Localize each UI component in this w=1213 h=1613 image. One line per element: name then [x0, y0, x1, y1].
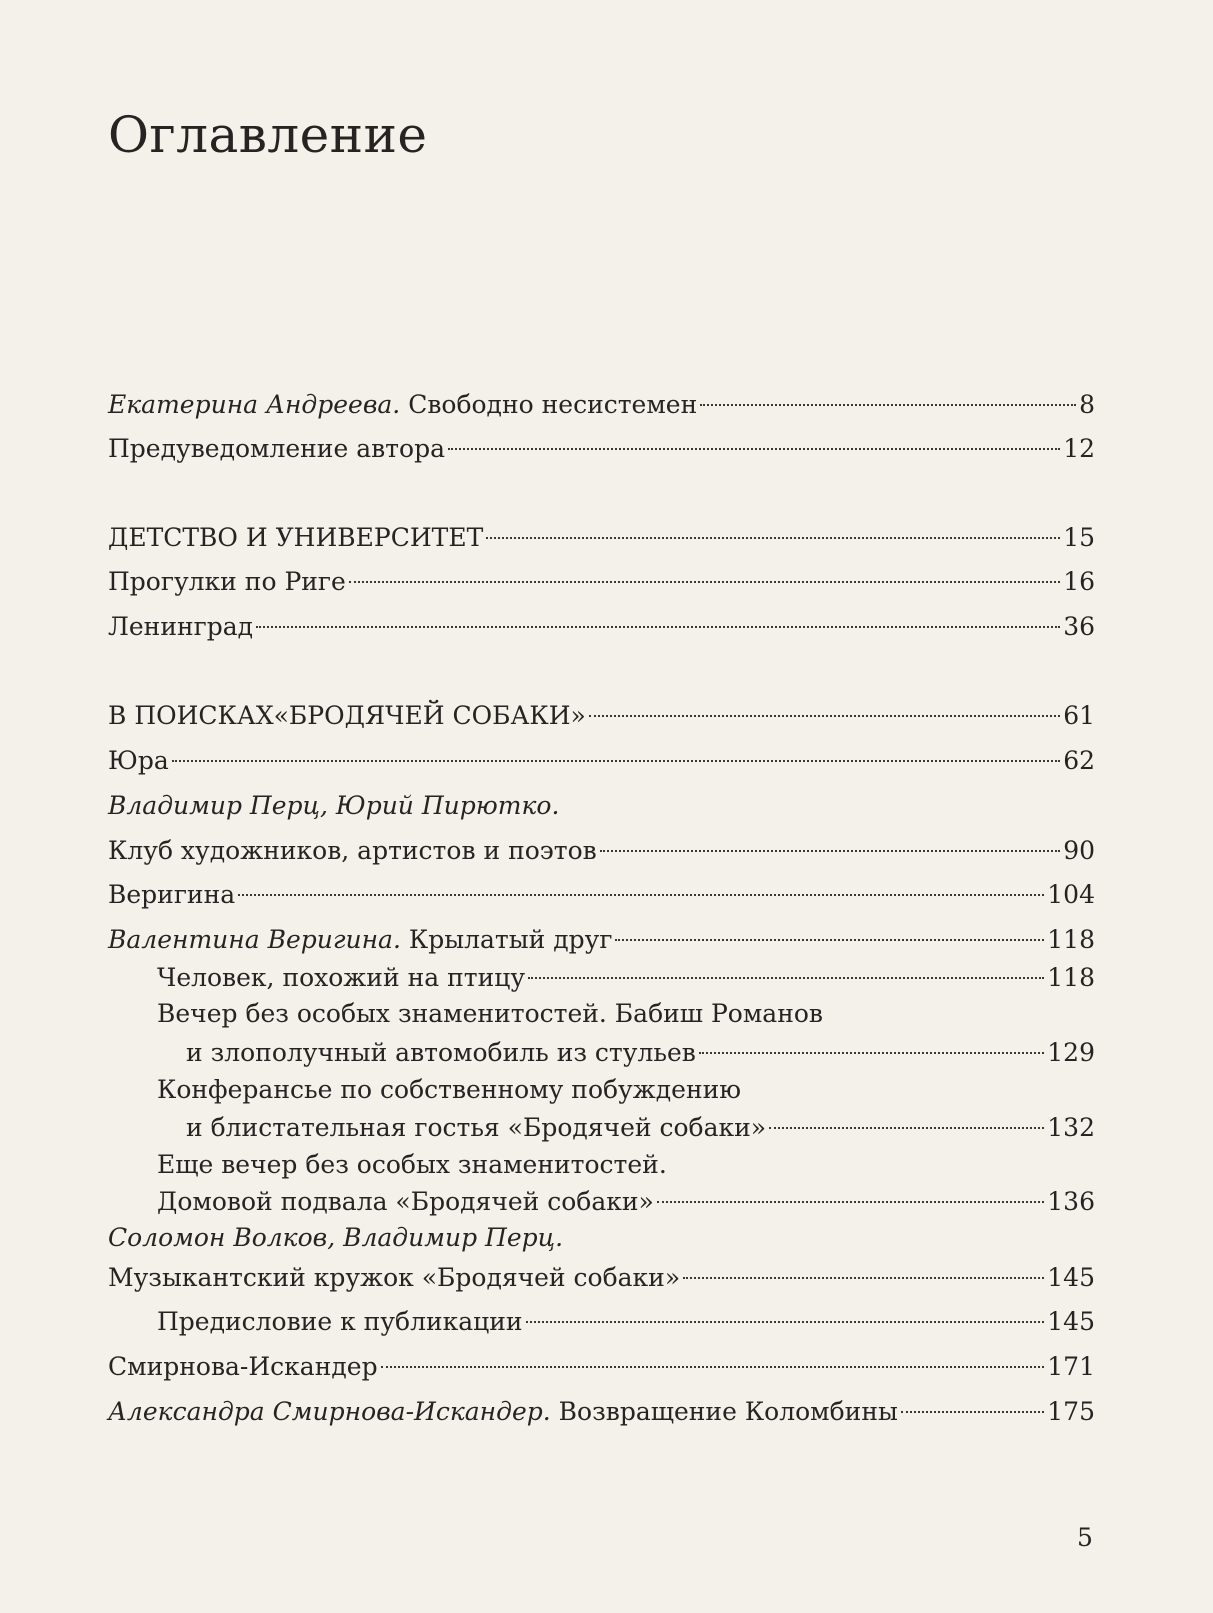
toc-subentry-title-line: Конферансье по собственному побуждению — [157, 1075, 742, 1104]
toc-entry[interactable] — [108, 1394, 1095, 1430]
page-number: 5 — [1077, 1523, 1093, 1552]
dot-leader — [600, 850, 1060, 852]
toc-subentry[interactable] — [157, 960, 1095, 996]
dot-leader — [615, 939, 1044, 941]
toc-entry-title: Свободно несистемен — [400, 390, 698, 419]
toc-entry-title: и блистательная гостья «Бродячей собаки» — [186, 1113, 767, 1142]
toc-entry-label — [108, 1394, 898, 1430]
dot-leader — [486, 537, 1060, 539]
toc-entry[interactable] — [108, 743, 1095, 779]
toc-entry-title: Человек, похожий на птицу — [157, 963, 526, 992]
toc-entry-label — [108, 922, 612, 958]
toc-entry-title: Предуведомление автора — [108, 434, 445, 463]
toc-subentry[interactable] — [157, 1184, 1095, 1220]
toc-entry-title: Прогулки по Риге — [108, 567, 346, 596]
dot-leader — [699, 1052, 1044, 1054]
toc-entry-author: Валентина Веригина. — [108, 925, 401, 954]
toc-entry-title: Юра — [108, 746, 169, 775]
toc-entry[interactable] — [108, 431, 1095, 467]
dot-leader — [526, 1321, 1045, 1323]
toc-entry-page: 136 — [1047, 1187, 1095, 1216]
toc-entry[interactable] — [108, 564, 1095, 600]
toc-entry-page: 104 — [1047, 880, 1095, 909]
toc-entry-page: 15 — [1063, 523, 1095, 552]
toc-entry-page: 8 — [1079, 390, 1095, 419]
toc-subentry[interactable] — [186, 1110, 1095, 1146]
toc-entry-author: Екатерина Андреева. — [108, 390, 401, 419]
toc-entry[interactable] — [108, 1260, 1095, 1296]
toc-entry-page: 16 — [1063, 567, 1095, 596]
toc-entry-page: 36 — [1063, 612, 1095, 641]
toc-entry-page: 118 — [1047, 925, 1095, 954]
dot-leader — [700, 404, 1076, 406]
toc-subentry-title-line: Еще вечер без особых знаменитостей. — [157, 1150, 667, 1179]
dot-leader — [683, 1277, 1044, 1279]
toc-entry-title: Крылатый друг — [400, 925, 613, 954]
toc-entry-page: 175 — [1047, 1397, 1095, 1426]
toc-entry-title: Музыкантский кружок «Бродячей собаки» — [108, 1263, 681, 1292]
toc-entry-page: 145 — [1047, 1263, 1095, 1292]
toc-entry-title: Веригина — [108, 880, 236, 909]
dot-leader — [589, 715, 1060, 717]
toc-subentry[interactable] — [186, 1035, 1095, 1071]
toc-entry[interactable] — [108, 609, 1095, 645]
toc-entry-page: 129 — [1047, 1038, 1095, 1067]
dot-leader — [172, 760, 1060, 762]
toc-entry-label — [108, 387, 697, 423]
dot-leader — [528, 977, 1044, 979]
toc-subentry[interactable] — [157, 1304, 1095, 1340]
dot-leader — [657, 1201, 1044, 1203]
dot-leader — [238, 894, 1044, 896]
toc-entry-page: 62 — [1063, 746, 1095, 775]
toc-entry-page: 145 — [1047, 1307, 1095, 1336]
page-title: Оглавление — [108, 106, 428, 164]
toc-entry-page: 12 — [1063, 434, 1095, 463]
dot-leader — [769, 1127, 1044, 1129]
toc-entry-title: Домовой подвала «Бродячей собаки» — [157, 1187, 654, 1216]
toc-entry-title: Предисловие к публикации — [157, 1307, 523, 1336]
toc-section-entry[interactable] — [108, 698, 1095, 734]
toc-entry-page: 90 — [1063, 836, 1095, 865]
toc-authors-line: Соломон Волков, Владимир Перц. — [108, 1223, 564, 1252]
toc-section-title: В ПОИСКАХ«БРОДЯЧЕЙ СОБАКИ» — [108, 701, 586, 730]
toc-entry-page: 171 — [1047, 1352, 1095, 1381]
toc-entry-title: Ленинград — [108, 612, 254, 641]
toc-entry-title: Клуб художников, артистов и поэтов — [108, 836, 597, 865]
toc-entry-author: Александра Смирнова-Искандер. — [108, 1397, 551, 1426]
toc-entry[interactable] — [108, 833, 1095, 869]
toc-entry[interactable] — [108, 1349, 1095, 1385]
toc-section-entry[interactable] — [108, 520, 1095, 556]
toc-entry[interactable] — [108, 877, 1095, 913]
toc-subentry-title-line: Вечер без особых знаменитостей. Бабиш Романов — [157, 999, 823, 1028]
toc-entry[interactable] — [108, 922, 1095, 958]
dot-leader — [381, 1366, 1045, 1368]
toc-entry[interactable] — [108, 387, 1095, 423]
dot-leader — [256, 626, 1060, 628]
toc-entry-page: 118 — [1047, 963, 1095, 992]
toc-entry-page: 132 — [1047, 1113, 1095, 1142]
toc-authors-line: Владимир Перц, Юрий Пирютко. — [108, 791, 560, 820]
dot-leader — [448, 448, 1060, 450]
dot-leader — [901, 1411, 1044, 1413]
toc-entry-title: Возвращение Коломбины — [550, 1397, 898, 1426]
toc-entry-page: 61 — [1063, 701, 1095, 730]
dot-leader — [349, 581, 1060, 583]
toc-section-title: ДЕТСТВО И УНИВЕРСИТЕТ — [108, 523, 484, 552]
toc-entry-title: и злополучный автомобиль из стульев — [186, 1038, 696, 1067]
toc-entry-title: Смирнова-Искандер — [108, 1352, 378, 1381]
